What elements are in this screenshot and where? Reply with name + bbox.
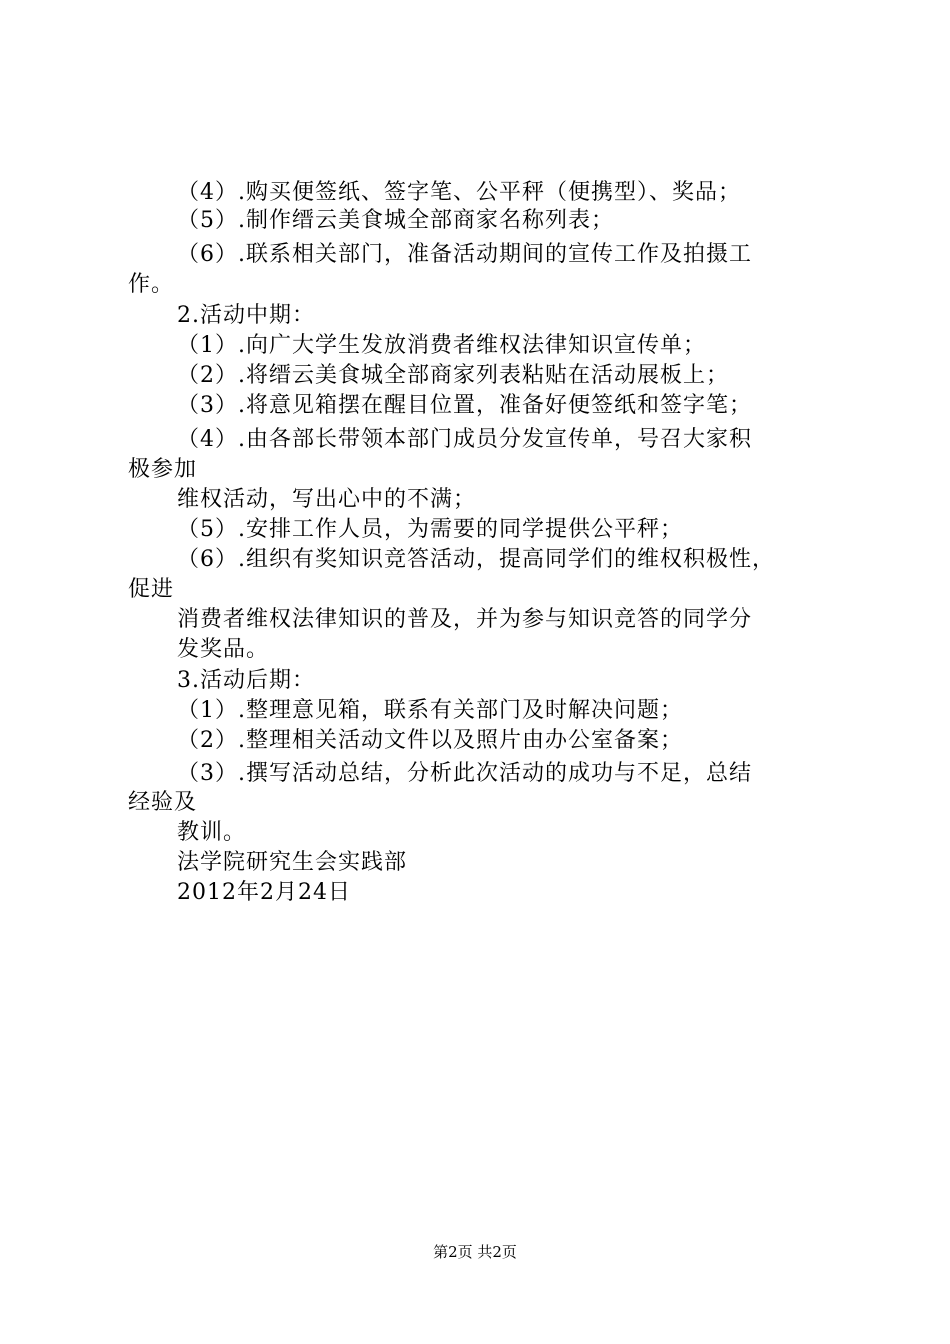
- text-line: （6）.联系相关部门，准备活动期间的宣传工作及拍摄工: [177, 242, 752, 267]
- text-line: 发奖品。: [177, 637, 270, 662]
- page-number-footer: 第2页 共2页: [433, 1243, 517, 1261]
- text-line: （2）.将缙云美食城全部商家列表粘贴在活动展板上；: [177, 363, 729, 388]
- text-line: 教训。: [177, 820, 247, 845]
- text-line: （5）.安排工作人员，为需要的同学提供公平秤；: [177, 517, 683, 542]
- text-line: 促进: [128, 577, 175, 602]
- text-line: （1）.向广大学生发放消费者维权法律知识宣传单；: [177, 333, 706, 358]
- text-line: （1）.整理意见箱，联系有关部门及时解决问题；: [177, 698, 683, 723]
- text-line: 维权活动，写出心中的不满；: [177, 487, 477, 512]
- text-line: （4）.由各部长带领本部门成员分发宣传单，号召大家积: [177, 427, 752, 452]
- text-line: 消费者维权法律知识的普及，并为参与知识竞答的同学分: [177, 607, 753, 632]
- signature-organization: 法学院研究生会实践部: [177, 850, 408, 875]
- section-heading: 3.活动后期：: [177, 668, 315, 693]
- text-line: （6）.组织有奖知识竞答活动，提高同学们的维权积极性，: [177, 547, 775, 572]
- text-line: （3）.撰写活动总结，分析此次活动的成功与不足，总结: [177, 761, 752, 786]
- text-line: 经验及: [128, 790, 198, 815]
- signature-date: 2012年2月24日: [177, 880, 351, 905]
- text-line: （3）.将意见箱摆在醒目位置，准备好便签纸和签字笔；: [177, 393, 752, 418]
- text-line: 极参加: [128, 457, 198, 482]
- text-line: （2）.整理相关活动文件以及照片由办公室备案；: [177, 728, 683, 753]
- section-heading: 2.活动中期：: [177, 303, 315, 328]
- text-line: 作。: [128, 272, 175, 297]
- text-line: （4）.购买便签纸、签字笔、公平秤（便携型）、奖品；: [177, 180, 741, 205]
- text-line: （5）.制作缙云美食城全部商家名称列表；: [177, 208, 614, 233]
